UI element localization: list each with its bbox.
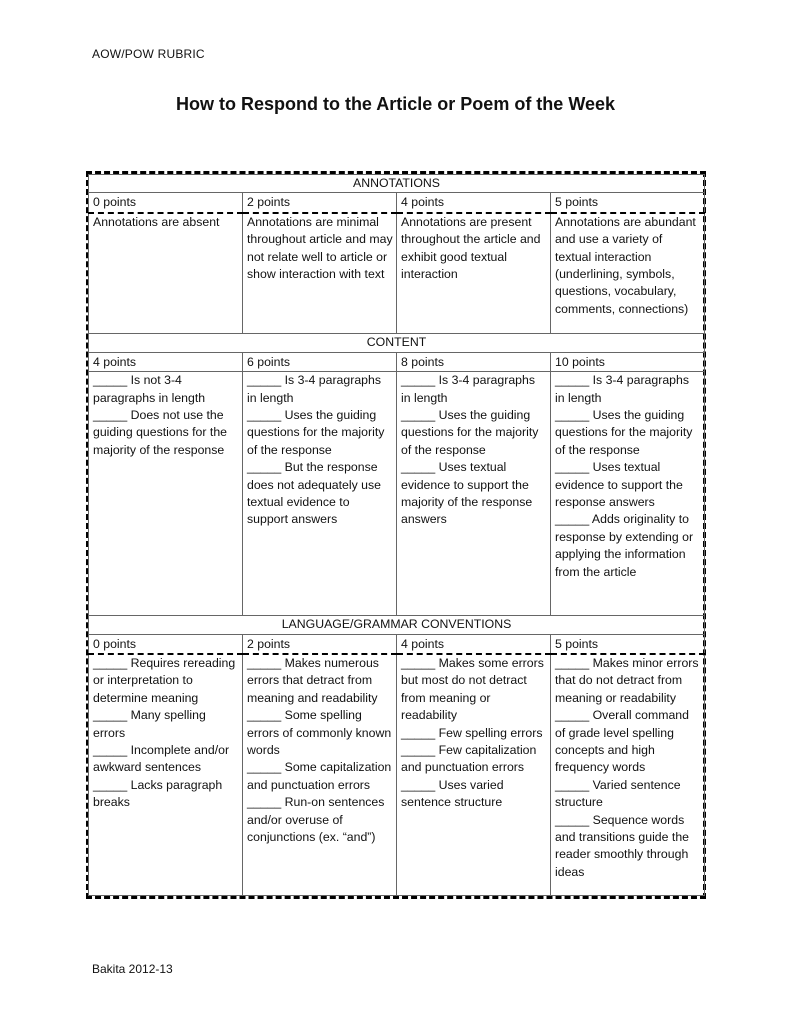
points-cell: 5 points xyxy=(551,634,705,654)
criteria-text: _____ Is 3-4 paragraphs in length xyxy=(401,373,535,405)
criteria-text: _____ Does not use the guiding questions for the majority of the response xyxy=(93,407,227,457)
criteria-text: _____ Run-on sentences and/or overuse of conjunctions (ex. “and”) xyxy=(247,795,385,844)
criteria-cell xyxy=(551,654,705,896)
criteria-text: _____ Sequence words and transitions guide the reader smoothly through ideas xyxy=(555,812,689,879)
criteria-cell xyxy=(397,372,551,616)
section-header-row xyxy=(89,175,705,193)
criteria-text: _____ Few spelling errors xyxy=(401,725,543,740)
criteria-text: _____ Uses the guiding questions for the majority of the response xyxy=(555,407,693,457)
section-title-annotations: ANNOTATIONS xyxy=(89,175,705,193)
criteria-text: Annotations are abundant and use a variety of textual interaction (underlining, symbols, questions, vocabulary, comments, connections) xyxy=(555,214,696,316)
criteria-cell xyxy=(243,213,397,334)
points-cell: 5 points xyxy=(551,193,705,213)
criteria-cell xyxy=(89,213,243,334)
section-title-language-grammar: LANGUAGE/GRAMMAR CONVENTIONS xyxy=(89,616,705,634)
criteria-text: _____ Uses the guiding questions for the majority of the response xyxy=(401,407,539,457)
criteria-cell xyxy=(89,372,243,616)
page-title: How to Respond to the Article or Poem of the Week xyxy=(175,94,616,114)
criteria-text: _____ Makes some errors but most do not detract from meaning or readability xyxy=(401,655,544,723)
points-cell: 4 points xyxy=(89,352,243,371)
criteria-text: _____ Lacks paragraph breaks xyxy=(93,777,223,810)
criteria-text: _____ Makes numerous errors that detract from meaning and readability xyxy=(247,655,379,705)
criteria-text: _____ Uses varied sentence structure xyxy=(401,777,504,810)
criteria-text: _____ Uses the guiding questions for the majority of the response xyxy=(247,407,385,457)
criteria-text: _____ Overall command of grade level spelling concepts and high frequency words xyxy=(555,708,689,775)
criteria-text: _____ Some capitalization and punctuation errors xyxy=(247,760,392,792)
points-cell: 6 points xyxy=(243,352,397,371)
criteria-row xyxy=(89,372,705,616)
section-header-row xyxy=(89,616,705,634)
points-row xyxy=(89,634,705,654)
criteria-text: _____ Is 3-4 paragraphs in length xyxy=(555,373,689,405)
criteria-text: Annotations are minimal throughout article and may not relate well to article or show interaction with text xyxy=(247,214,393,282)
criteria-text: _____ Many spelling errors xyxy=(93,708,206,740)
criteria-text: Annotations are absent xyxy=(93,214,220,229)
section-header-row xyxy=(89,334,705,352)
criteria-text: _____ Varied sentence structure xyxy=(555,777,681,810)
criteria-text: Annotations are present throughout the article and exhibit good textual interaction xyxy=(401,214,541,282)
criteria-text: _____ Uses textual evidence to support the majority of the response answers xyxy=(401,460,533,527)
points-cell: 4 points xyxy=(397,634,551,654)
points-cell: 0 points xyxy=(89,193,243,213)
points-cell: 2 points xyxy=(243,193,397,213)
criteria-cell xyxy=(551,213,705,334)
points-cell: 0 points xyxy=(89,634,243,654)
criteria-text: _____ Makes minor errors that do not detract from meaning or readability xyxy=(555,655,699,705)
criteria-cell xyxy=(397,654,551,896)
criteria-cell xyxy=(89,654,243,896)
points-row xyxy=(89,193,705,213)
criteria-text: _____ Adds originality to response by extending or applying the information from the article xyxy=(555,512,694,579)
criteria-row xyxy=(89,654,705,896)
section-title-content: CONTENT xyxy=(89,334,705,352)
criteria-text: _____ Incomplete and/or awkward sentences xyxy=(93,742,230,775)
footer-text: Bakita 2012-13 xyxy=(92,962,173,976)
points-cell: 10 points xyxy=(551,352,705,371)
criteria-text: _____ Some spelling errors of commonly known words xyxy=(247,708,392,757)
points-cell: 8 points xyxy=(397,352,551,371)
criteria-text: _____ Is 3-4 paragraphs in length xyxy=(247,373,381,405)
criteria-text: _____ Uses textual evidence to support the response answers xyxy=(555,460,683,509)
criteria-cell xyxy=(551,372,705,616)
criteria-cell xyxy=(243,372,397,616)
rubric-table xyxy=(88,174,705,896)
header-label: AOW/POW RUBRIC xyxy=(92,47,205,61)
criteria-text: _____ Requires rereading or interpretation to determine meaning xyxy=(93,655,236,705)
criteria-cell xyxy=(397,213,551,334)
criteria-text: _____ But the response does not adequately use textual evidence to support answers xyxy=(247,460,382,527)
points-row xyxy=(89,352,705,371)
points-cell: 2 points xyxy=(243,634,397,654)
criteria-cell xyxy=(243,654,397,896)
criteria-text: _____ Few capitalization and punctuation errors xyxy=(401,742,537,775)
criteria-row xyxy=(89,213,705,334)
criteria-text: _____ Is not 3-4 paragraphs in length xyxy=(93,373,206,405)
points-cell: 4 points xyxy=(397,193,551,213)
